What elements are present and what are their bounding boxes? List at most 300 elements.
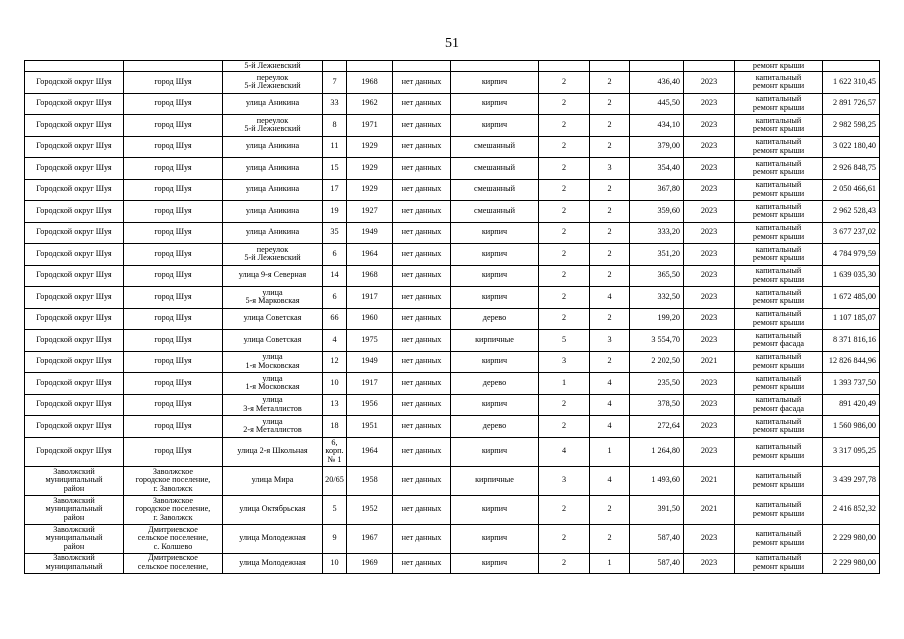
table-row (25, 330, 880, 352)
cell-settlement: город Шуя (124, 394, 223, 416)
cell-settlement: город Шуя (124, 330, 223, 352)
cell-entrances: 4 (590, 373, 630, 395)
cell-municipality: Городской округ Шуя (25, 416, 124, 438)
table-body (25, 61, 880, 574)
cell-settlement: город Шуя (124, 244, 223, 266)
cell-floors: 2 (539, 222, 590, 244)
cell-year: 1927 (347, 201, 393, 223)
cell-municipality: Городской округ Шуя (25, 373, 124, 395)
cell-work-type: капитальный ремонт крыши (735, 416, 823, 438)
cell-cost (823, 61, 880, 72)
cell-house: 6, корп. № 1 (323, 437, 347, 466)
table-row (25, 437, 880, 466)
cell-year: 1969 (347, 553, 393, 573)
cell-repair-year: 2023 (684, 158, 735, 180)
cell-municipality: Заволжский муниципальный (25, 553, 124, 573)
cell-municipality: Городской округ Шуя (25, 330, 124, 352)
cell-data-status (393, 61, 451, 72)
cell-repair-year: 2023 (684, 265, 735, 287)
cell-street: улица Мира (223, 466, 323, 495)
cell-repair-year: 2021 (684, 495, 735, 524)
cell-material: смешанный (451, 158, 539, 180)
cell-data-status: нет данных (393, 179, 451, 201)
cell-floors: 2 (539, 136, 590, 158)
cell-floors: 2 (539, 524, 590, 553)
cell-entrances: 1 (590, 437, 630, 466)
cell-cost: 2 926 848,75 (823, 158, 880, 180)
cell-material: кирпич (451, 265, 539, 287)
cell-data-status: нет данных (393, 222, 451, 244)
cell-floors: 2 (539, 265, 590, 287)
cell-repair-year: 2023 (684, 115, 735, 137)
cell-area: 365,50 (630, 265, 684, 287)
cell-cost: 3 317 095,25 (823, 437, 880, 466)
cell-settlement: город Шуя (124, 265, 223, 287)
cell-street: улица Советская (223, 308, 323, 330)
cell-floors: 2 (539, 308, 590, 330)
cell-material: кирпичные (451, 330, 539, 352)
cell-house: 12 (323, 351, 347, 373)
cell-entrances: 2 (590, 244, 630, 266)
cell-settlement: Заволжское городское поселение, г. Заволжск (124, 466, 223, 495)
cell-area: 1 493,60 (630, 466, 684, 495)
cell-cost: 2 416 852,32 (823, 495, 880, 524)
cell-work-type: капитальный ремонт крыши (735, 201, 823, 223)
cell-house: 13 (323, 394, 347, 416)
cell-work-type: ремонт крыши (735, 61, 823, 72)
cell-house: 8 (323, 115, 347, 137)
cell-floors: 5 (539, 330, 590, 352)
cell-entrances: 2 (590, 222, 630, 244)
cell-year: 1952 (347, 495, 393, 524)
cell-floors: 2 (539, 72, 590, 94)
cell-cost: 1 107 185,07 (823, 308, 880, 330)
cell-street: переулок 5-й Лежневский (223, 244, 323, 266)
table-row (25, 179, 880, 201)
cell-municipality: Городской округ Шуя (25, 308, 124, 330)
cell-year: 1917 (347, 287, 393, 309)
cell-street: улица Аникина (223, 158, 323, 180)
cell-street: улица 5-я Марковская (223, 287, 323, 309)
cell-repair-year: 2023 (684, 222, 735, 244)
cell-floors: 2 (539, 158, 590, 180)
cell-data-status: нет данных (393, 201, 451, 223)
cell-house: 6 (323, 244, 347, 266)
cell-municipality: Городской округ Шуя (25, 394, 124, 416)
cell-repair-year: 2023 (684, 416, 735, 438)
cell-year: 1962 (347, 93, 393, 115)
cell-material: кирпич (451, 394, 539, 416)
cell-work-type: капитальный ремонт крыши (735, 93, 823, 115)
table-row (25, 222, 880, 244)
cell-year: 1929 (347, 136, 393, 158)
cell-house: 35 (323, 222, 347, 244)
cell-year: 1949 (347, 222, 393, 244)
cell-street: улица Аникина (223, 222, 323, 244)
cell-year: 1949 (347, 351, 393, 373)
cell-street: переулок 5-й Лежневский (223, 115, 323, 137)
cell-material: кирпичные (451, 466, 539, 495)
cell-area: 199,20 (630, 308, 684, 330)
cell-work-type: капитальный ремонт крыши (735, 524, 823, 553)
cell-data-status: нет данных (393, 308, 451, 330)
cell-floors: 2 (539, 93, 590, 115)
cell-year: 1956 (347, 394, 393, 416)
cell-settlement: город Шуя (124, 93, 223, 115)
cell-area: 367,80 (630, 179, 684, 201)
cell-material: смешанный (451, 179, 539, 201)
cell-municipality: Городской округ Шуя (25, 179, 124, 201)
cell-material: кирпич (451, 351, 539, 373)
cell-work-type: капитальный ремонт крыши (735, 287, 823, 309)
table-row (25, 244, 880, 266)
cell-repair-year (684, 61, 735, 72)
cell-work-type: капитальный ремонт крыши (735, 158, 823, 180)
cell-settlement (124, 61, 223, 72)
cell-settlement: город Шуя (124, 158, 223, 180)
cell-data-status: нет данных (393, 72, 451, 94)
cell-repair-year: 2023 (684, 72, 735, 94)
cell-data-status: нет данных (393, 495, 451, 524)
cell-settlement: город Шуя (124, 351, 223, 373)
cell-cost: 2 050 466,61 (823, 179, 880, 201)
cell-settlement: город Шуя (124, 201, 223, 223)
cell-municipality: Городской округ Шуя (25, 136, 124, 158)
cell-repair-year: 2023 (684, 136, 735, 158)
cell-cost: 2 982 598,25 (823, 115, 880, 137)
cell-year: 1960 (347, 308, 393, 330)
cell-floors: 1 (539, 373, 590, 395)
cell-municipality: Заволжский муниципальный район (25, 524, 124, 553)
cell-area: 445,50 (630, 93, 684, 115)
cell-work-type: капитальный ремонт крыши (735, 265, 823, 287)
cell-repair-year: 2023 (684, 201, 735, 223)
cell-data-status: нет данных (393, 553, 451, 573)
cell-data-status: нет данных (393, 330, 451, 352)
cell-material: кирпич (451, 93, 539, 115)
cell-repair-year: 2023 (684, 287, 735, 309)
cell-municipality: Заволжский муниципальный район (25, 495, 124, 524)
cell-municipality: Городской округ Шуя (25, 115, 124, 137)
cell-material: кирпич (451, 553, 539, 573)
cell-cost: 1 639 035,30 (823, 265, 880, 287)
cell-entrances: 3 (590, 158, 630, 180)
cell-house: 10 (323, 373, 347, 395)
cell-material: кирпич (451, 524, 539, 553)
cell-material: кирпич (451, 437, 539, 466)
cell-area: 235,50 (630, 373, 684, 395)
cell-entrances: 4 (590, 394, 630, 416)
cell-cost: 3 677 237,02 (823, 222, 880, 244)
cell-municipality: Городской округ Шуя (25, 158, 124, 180)
cell-settlement: Дмитриевское сельское поселение, с. Колшево (124, 524, 223, 553)
cell-street: улица 3-я Металлистов (223, 394, 323, 416)
cell-house: 5 (323, 495, 347, 524)
cell-cost: 8 371 816,16 (823, 330, 880, 352)
cell-cost: 1 672 485,00 (823, 287, 880, 309)
cell-work-type: капитальный ремонт крыши (735, 179, 823, 201)
cell-repair-year: 2023 (684, 244, 735, 266)
cell-area: 354,40 (630, 158, 684, 180)
cell-material: кирпич (451, 244, 539, 266)
table-row (25, 373, 880, 395)
cell-year: 1951 (347, 416, 393, 438)
cell-work-type: капитальный ремонт крыши (735, 495, 823, 524)
cell-area (630, 61, 684, 72)
cell-settlement: город Шуя (124, 287, 223, 309)
page-number: 51 (445, 36, 459, 51)
cell-material: кирпич (451, 115, 539, 137)
table-row (25, 351, 880, 373)
cell-house: 33 (323, 93, 347, 115)
cell-house: 66 (323, 308, 347, 330)
cell-repair-year: 2023 (684, 308, 735, 330)
table-row (25, 115, 880, 137)
cell-house: 15 (323, 158, 347, 180)
cell-area: 436,40 (630, 72, 684, 94)
cell-work-type: капитальный ремонт крыши (735, 351, 823, 373)
cell-cost: 3 439 297,78 (823, 466, 880, 495)
table-row (25, 416, 880, 438)
cell-cost: 2 229 980,00 (823, 524, 880, 553)
cell-material: смешанный (451, 201, 539, 223)
cell-work-type: капитальный ремонт крыши (735, 72, 823, 94)
cell-entrances: 2 (590, 115, 630, 137)
cell-repair-year: 2023 (684, 394, 735, 416)
cell-area: 434,10 (630, 115, 684, 137)
cell-municipality: Городской округ Шуя (25, 351, 124, 373)
cell-work-type: капитальный ремонт крыши (735, 466, 823, 495)
cell-material: дерево (451, 416, 539, 438)
cell-cost: 3 022 180,40 (823, 136, 880, 158)
cell-house: 4 (323, 330, 347, 352)
table-row (25, 495, 880, 524)
cell-street: улица Аникина (223, 201, 323, 223)
cell-house: 10 (323, 553, 347, 573)
cell-settlement: город Шуя (124, 373, 223, 395)
cell-street: улица 2-я Школьная (223, 437, 323, 466)
cell-floors (539, 61, 590, 72)
table-row (25, 72, 880, 94)
cell-house: 7 (323, 72, 347, 94)
cell-entrances: 2 (590, 179, 630, 201)
cell-floors: 4 (539, 437, 590, 466)
cell-cost: 1 560 986,00 (823, 416, 880, 438)
cell-data-status: нет данных (393, 136, 451, 158)
cell-work-type: капитальный ремонт крыши (735, 553, 823, 573)
cell-year: 1971 (347, 115, 393, 137)
cell-entrances (590, 61, 630, 72)
cell-entrances: 2 (590, 136, 630, 158)
cell-area: 587,40 (630, 553, 684, 573)
cell-municipality: Городской округ Шуя (25, 244, 124, 266)
cell-entrances: 4 (590, 287, 630, 309)
cell-settlement: город Шуя (124, 308, 223, 330)
cell-floors: 2 (539, 201, 590, 223)
cell-year: 1958 (347, 466, 393, 495)
cell-work-type: капитальный ремонт фасада (735, 330, 823, 352)
table-row (25, 136, 880, 158)
cell-entrances: 2 (590, 72, 630, 94)
cell-data-status: нет данных (393, 265, 451, 287)
cell-house: 17 (323, 179, 347, 201)
cell-house: 18 (323, 416, 347, 438)
cell-work-type: капитальный ремонт крыши (735, 115, 823, 137)
cell-work-type: капитальный ремонт крыши (735, 437, 823, 466)
cell-repair-year: 2023 (684, 179, 735, 201)
cell-municipality: Городской округ Шуя (25, 265, 124, 287)
table-row (25, 524, 880, 553)
cell-work-type: капитальный ремонт крыши (735, 373, 823, 395)
table-row (25, 466, 880, 495)
cell-data-status: нет данных (393, 394, 451, 416)
cell-floors: 2 (539, 287, 590, 309)
cell-year: 1964 (347, 437, 393, 466)
table-row (25, 61, 880, 72)
cell-repair-year: 2023 (684, 93, 735, 115)
cell-year: 1929 (347, 179, 393, 201)
cell-entrances: 2 (590, 351, 630, 373)
cell-repair-year: 2023 (684, 524, 735, 553)
cell-entrances: 2 (590, 308, 630, 330)
cell-municipality: Городской округ Шуя (25, 437, 124, 466)
cell-municipality: Городской округ Шуя (25, 287, 124, 309)
cell-floors: 2 (539, 416, 590, 438)
cell-house (323, 61, 347, 72)
cell-house: 14 (323, 265, 347, 287)
cell-house: 9 (323, 524, 347, 553)
cell-cost: 4 784 979,59 (823, 244, 880, 266)
cell-municipality: Городской округ Шуя (25, 72, 124, 94)
housing-repair-table (24, 60, 880, 574)
cell-data-status: нет данных (393, 351, 451, 373)
cell-municipality: Городской округ Шуя (25, 93, 124, 115)
cell-street: улица Октябрьская (223, 495, 323, 524)
table-row (25, 287, 880, 309)
cell-entrances: 2 (590, 265, 630, 287)
cell-municipality: Городской округ Шуя (25, 201, 124, 223)
cell-entrances: 2 (590, 93, 630, 115)
table-row (25, 308, 880, 330)
cell-year (347, 61, 393, 72)
cell-repair-year: 2023 (684, 373, 735, 395)
cell-data-status: нет данных (393, 158, 451, 180)
cell-street: улица Аникина (223, 179, 323, 201)
table-row (25, 201, 880, 223)
cell-floors: 2 (539, 553, 590, 573)
cell-area: 332,50 (630, 287, 684, 309)
cell-street: улица 9-я Северная (223, 265, 323, 287)
cell-material: смешанный (451, 136, 539, 158)
cell-floors: 2 (539, 115, 590, 137)
cell-street: улица 2-я Металлистов (223, 416, 323, 438)
table-row (25, 265, 880, 287)
cell-street: улица Молодежная (223, 524, 323, 553)
cell-entrances: 2 (590, 524, 630, 553)
cell-repair-year: 2023 (684, 330, 735, 352)
cell-material: кирпич (451, 287, 539, 309)
cell-street: улица Аникина (223, 93, 323, 115)
cell-data-status: нет данных (393, 287, 451, 309)
cell-data-status: нет данных (393, 93, 451, 115)
cell-area: 2 202,50 (630, 351, 684, 373)
cell-area: 587,40 (630, 524, 684, 553)
cell-repair-year: 2023 (684, 437, 735, 466)
cell-entrances: 2 (590, 201, 630, 223)
cell-settlement: город Шуя (124, 115, 223, 137)
cell-entrances: 3 (590, 330, 630, 352)
cell-settlement: город Шуя (124, 136, 223, 158)
cell-house: 20/65 (323, 466, 347, 495)
cell-area: 378,50 (630, 394, 684, 416)
cell-cost: 1 622 310,45 (823, 72, 880, 94)
cell-cost: 12 826 844,96 (823, 351, 880, 373)
cell-area: 1 264,80 (630, 437, 684, 466)
cell-settlement: город Шуя (124, 72, 223, 94)
cell-work-type: капитальный ремонт крыши (735, 244, 823, 266)
cell-data-status: нет данных (393, 524, 451, 553)
cell-entrances: 4 (590, 416, 630, 438)
cell-material: кирпич (451, 222, 539, 244)
cell-entrances: 4 (590, 466, 630, 495)
cell-floors: 3 (539, 351, 590, 373)
cell-year: 1929 (347, 158, 393, 180)
cell-street: 5-й Лежневский (223, 61, 323, 72)
cell-data-status: нет данных (393, 416, 451, 438)
cell-material (451, 61, 539, 72)
cell-material: кирпич (451, 495, 539, 524)
cell-house: 6 (323, 287, 347, 309)
cell-material: дерево (451, 373, 539, 395)
cell-repair-year: 2023 (684, 553, 735, 573)
cell-settlement: город Шуя (124, 222, 223, 244)
cell-municipality: Заволжский муниципальный район (25, 466, 124, 495)
cell-street: улица 1-я Московская (223, 373, 323, 395)
cell-year: 1967 (347, 524, 393, 553)
cell-year: 1968 (347, 265, 393, 287)
cell-data-status: нет данных (393, 115, 451, 137)
cell-street: улица Советская (223, 330, 323, 352)
cell-settlement: Дмитриевское сельское поселение, (124, 553, 223, 573)
cell-year: 1964 (347, 244, 393, 266)
cell-cost: 2 891 726,57 (823, 93, 880, 115)
cell-floors: 2 (539, 394, 590, 416)
cell-floors: 3 (539, 466, 590, 495)
cell-floors: 2 (539, 244, 590, 266)
table-row (25, 93, 880, 115)
cell-year: 1968 (347, 72, 393, 94)
cell-entrances: 1 (590, 553, 630, 573)
cell-settlement: Заволжское городское поселение, г. Заволжск (124, 495, 223, 524)
cell-area: 351,20 (630, 244, 684, 266)
cell-cost: 891 420,49 (823, 394, 880, 416)
cell-area: 391,50 (630, 495, 684, 524)
cell-work-type: капитальный ремонт крыши (735, 308, 823, 330)
cell-cost: 1 393 737,50 (823, 373, 880, 395)
cell-material: дерево (451, 308, 539, 330)
cell-area: 379,00 (630, 136, 684, 158)
cell-municipality: Городской округ Шуя (25, 222, 124, 244)
cell-year: 1917 (347, 373, 393, 395)
cell-data-status: нет данных (393, 437, 451, 466)
cell-street: улица Молодежная (223, 553, 323, 573)
cell-settlement: город Шуя (124, 179, 223, 201)
cell-floors: 2 (539, 495, 590, 524)
cell-street: улица Аникина (223, 136, 323, 158)
cell-floors: 2 (539, 179, 590, 201)
cell-data-status: нет данных (393, 244, 451, 266)
cell-year: 1975 (347, 330, 393, 352)
